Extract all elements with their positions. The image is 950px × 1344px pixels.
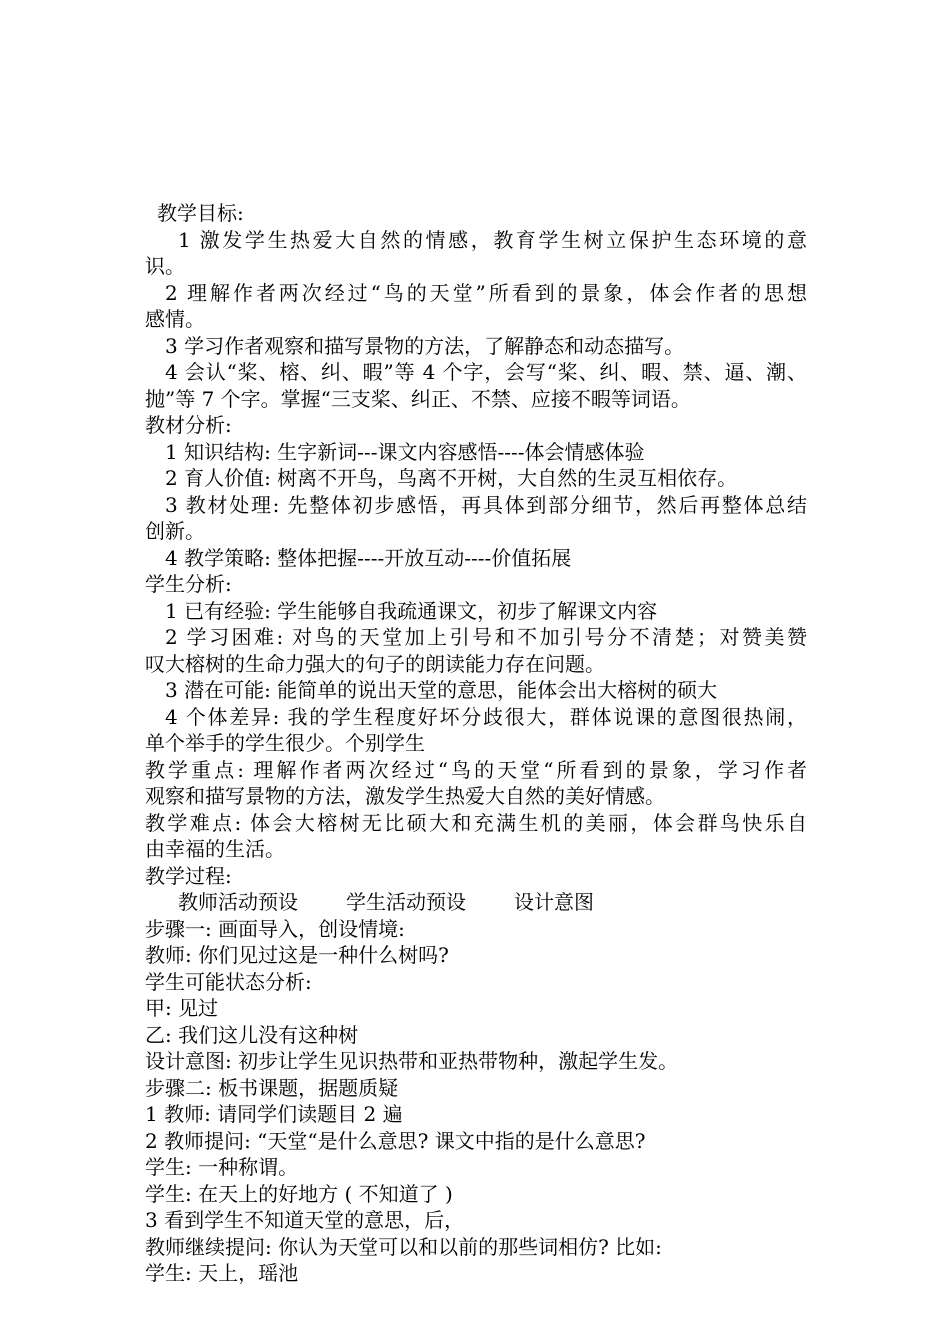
- column-teacher-activity: 教师活动预设: [178, 890, 298, 914]
- student-2-line-1: 2 学习困难: 对鸟的天堂加上引号和不加引号分不清楚；对赞美赞: [165, 625, 807, 649]
- difficult-points-line-2: 由幸福的生活。: [145, 837, 285, 861]
- material-3-line-2: 创新。: [145, 519, 205, 543]
- material-1: 1 知识结构: 生字新词---课文内容感悟----体会情感体验: [165, 439, 645, 464]
- step-1: 步骤一: 画面导入，创设情境:: [145, 916, 405, 941]
- material-3-line-1: 3 教材处理: 先整体初步感悟，再具体到部分细节，然后再整体总结: [165, 492, 807, 517]
- step-2-student-3: 学生: 天上，瑶池: [145, 1261, 299, 1285]
- step-2-student-2: 学生: 在天上的好地方 ( 不知道了 ): [145, 1181, 453, 1206]
- answer-a: 甲: 见过: [145, 996, 219, 1020]
- process-columns: [145, 889, 807, 916]
- student-4-line-2: 单个举手的学生很少。个别学生: [145, 731, 425, 755]
- key-points-line-2: 观察和描写景物的方法，激发学生热爱大自然的美好情感。: [145, 784, 665, 808]
- student-3: 3 潜在可能: 能简单的说出天堂的意思，能体会出大榕树的硕大: [165, 678, 718, 702]
- column-student-activity: 学生活动预设: [346, 890, 466, 914]
- process-heading: 教学过程:: [145, 863, 232, 888]
- column-design-intent: 设计意图: [514, 890, 594, 914]
- goal-4-line-2: 抛”等 7 个字。掌握“三支桨、纠正、不禁、应接不暇等词语。: [145, 386, 691, 411]
- goal-3: 3 学习作者观察和描写景物的方法，了解静态和动态描写。: [165, 333, 685, 358]
- student-4-line-1: 4 个体差异: 我的学生程度好坏分歧很大，群体说课的意图很热闹，: [165, 704, 807, 729]
- document-body: [145, 200, 807, 1287]
- student-2-line-2: 叹大榕树的生命力强大的句子的朗读能力存在问题。: [145, 651, 605, 676]
- goal-4-line-1: 4 会认“桨、榕、纠、暇”等 4 个字，会写“桨、纠、暇、禁、逼、潮、: [165, 360, 807, 384]
- goals-heading: 教学目标:: [157, 201, 244, 225]
- goal-1-line-1: 1 激发学生热爱大自然的情感，教育学生树立保护生态环境的意: [178, 227, 807, 252]
- key-points-line-1: 教学重点: 理解作者两次经过“鸟的天堂“所看到的景象，学习作者: [145, 757, 807, 782]
- step-2-item-3: 3 看到学生不知道天堂的意思，后，: [145, 1208, 465, 1232]
- step-2-item-1: 1 教师: 请同学们读题目 2 遍: [145, 1102, 403, 1126]
- student-1: 1 已有经验: 学生能够自我疏通课文，初步了解课文内容: [165, 598, 658, 623]
- step-2-student-1: 学生: 一种称谓。: [145, 1155, 299, 1179]
- step-2-teacher-followup: 教师继续提问: 你认为天堂可以和以前的那些词相仿? 比如:: [145, 1234, 662, 1259]
- goal-2-line-1: 2 理解作者两次经过“鸟的天堂”所看到的景象，体会作者的思想: [165, 280, 807, 305]
- student-state-analysis: 学生可能状态分析:: [145, 969, 312, 994]
- difficult-points-line-1: 教学难点: 体会大榕树无比硕大和充满生机的美丽，体会群鸟快乐自: [145, 810, 807, 835]
- goal-1-line-2: 识。: [145, 254, 185, 278]
- step-2-item-2: 2 教师提问: “天堂“是什么意思? 课文中指的是什么意思?: [145, 1128, 646, 1153]
- student-heading: 学生分析:: [145, 572, 232, 596]
- material-heading: 教材分析:: [145, 413, 232, 437]
- material-4: 4 教学策略: 整体把握----开放互动----价值拓展: [165, 545, 572, 570]
- step-2: 步骤二: 板书课题，据题质疑: [145, 1075, 399, 1100]
- goal-2-line-2: 感情。: [145, 307, 205, 331]
- design-intent-1: 设计意图: 初步让学生见识热带和亚热带物种，激起学生发。: [145, 1049, 679, 1073]
- answer-b: 乙: 我们这儿没有这种树: [145, 1022, 359, 1047]
- material-2: 2 育人价值: 树离不开鸟，鸟离不开树，大自然的生灵互相依存。: [165, 466, 738, 490]
- teacher-question-1: 教师: 你们见过这是一种什么树吗?: [145, 943, 449, 967]
